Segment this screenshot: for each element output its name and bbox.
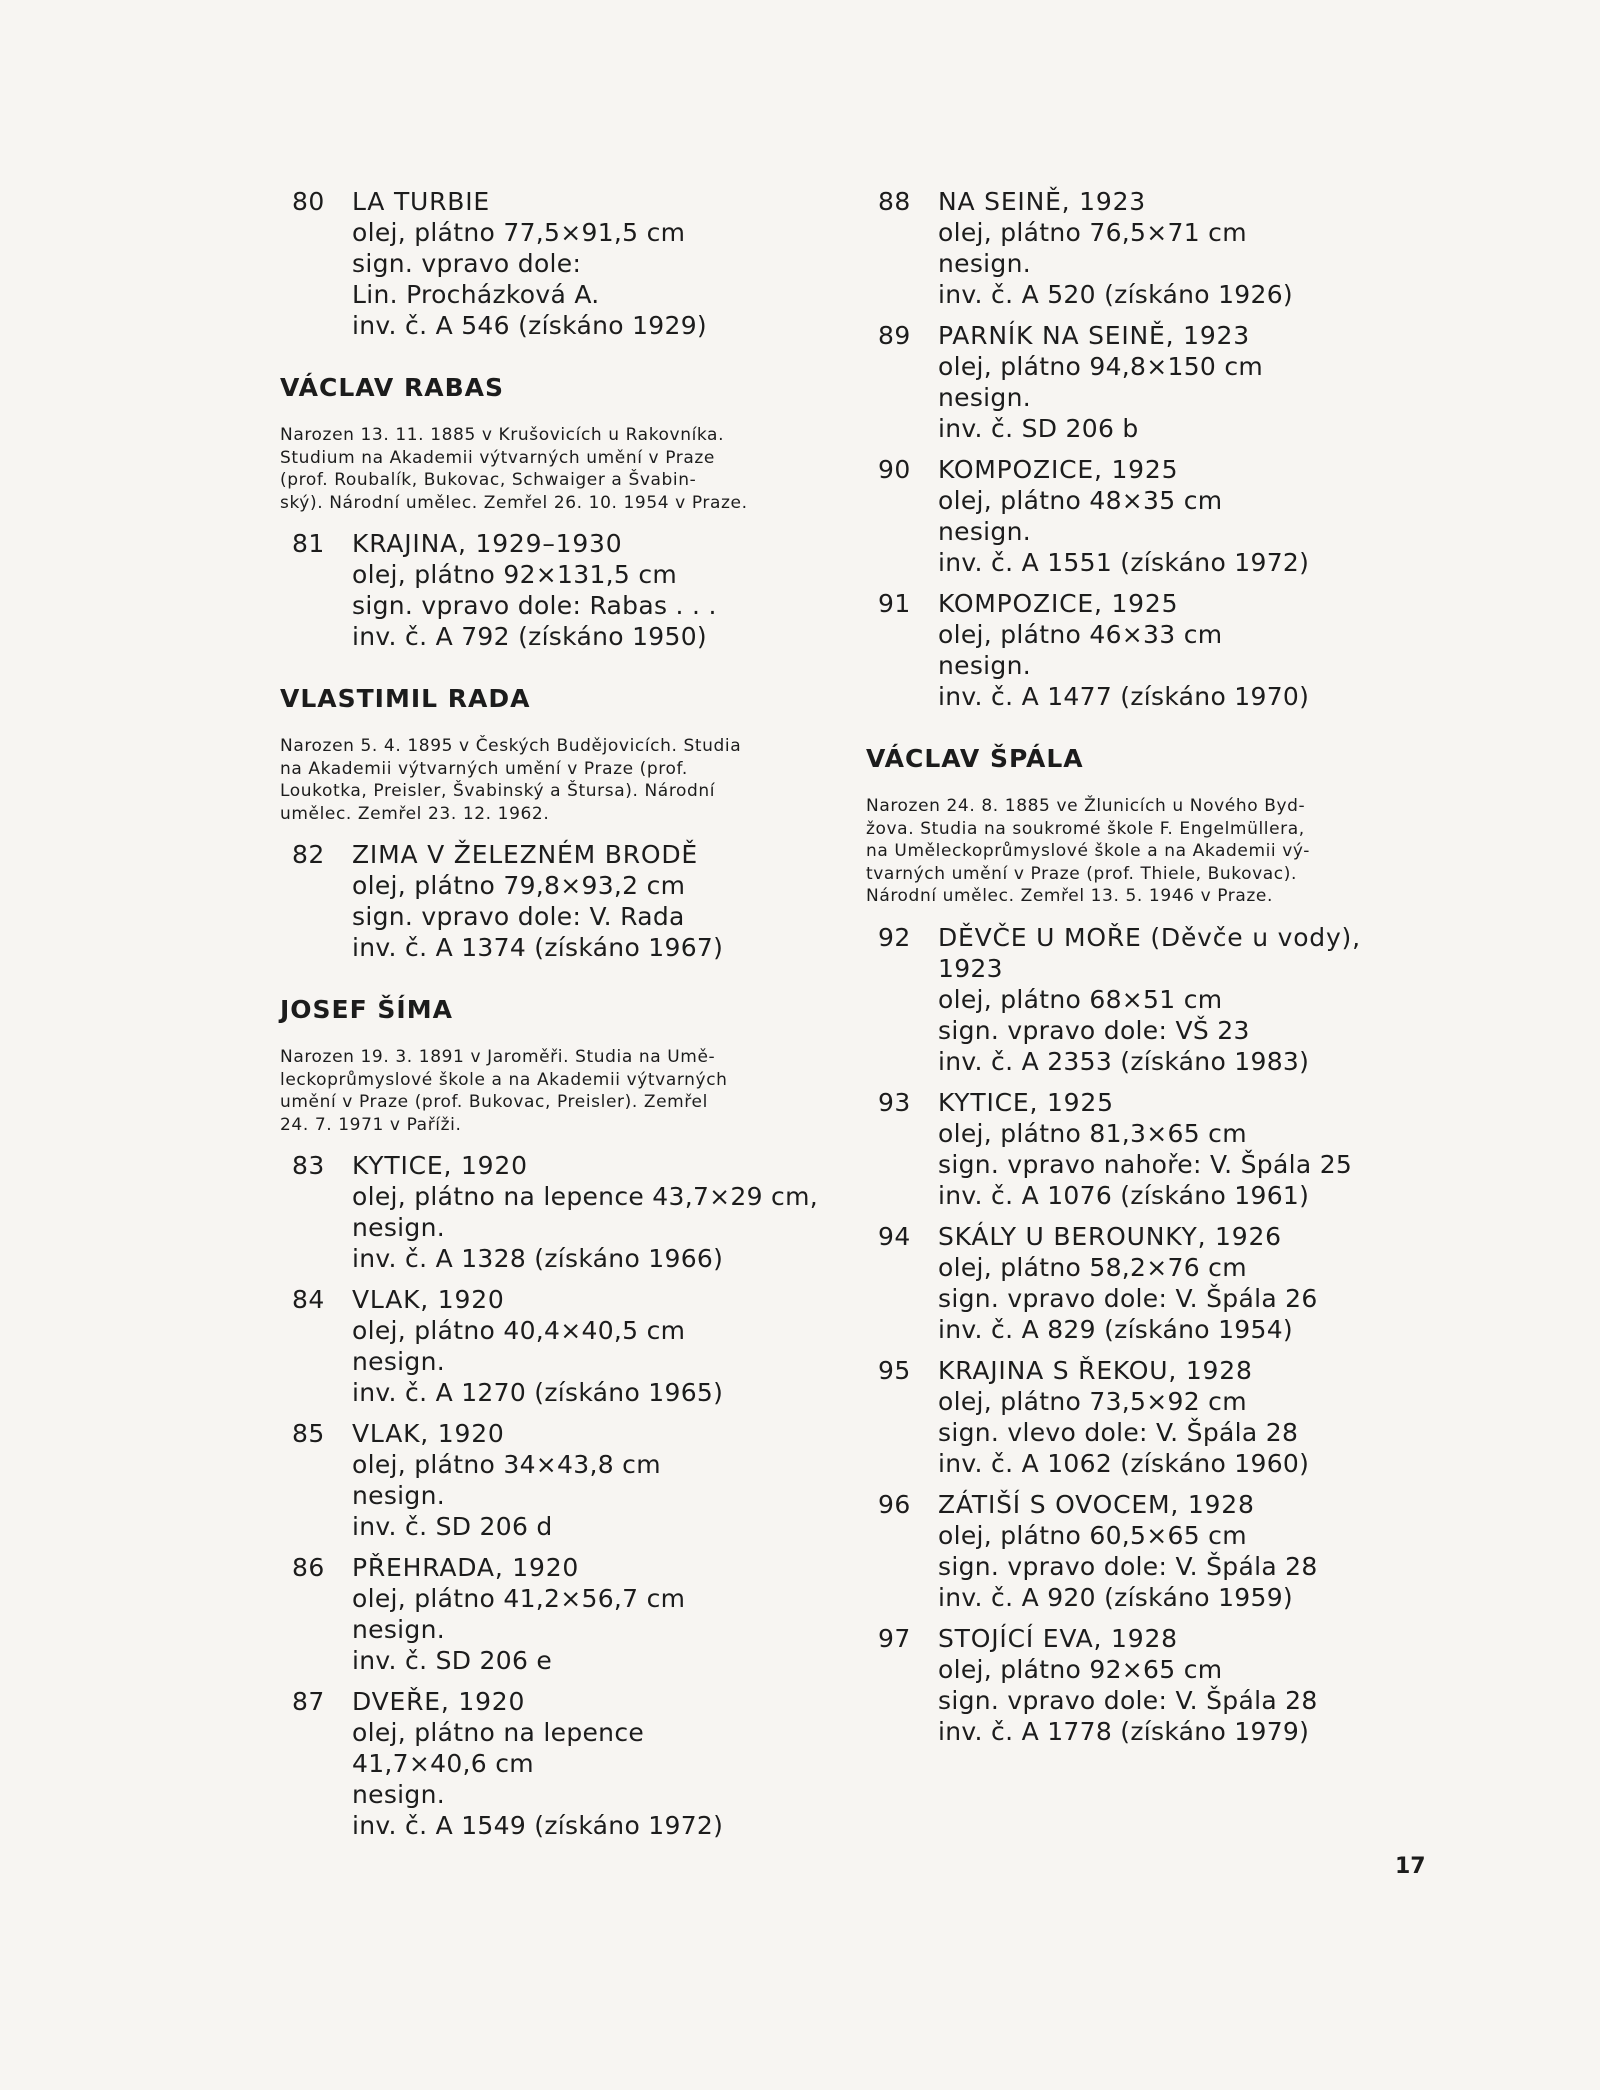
entry-number: 89 bbox=[878, 321, 911, 350]
entry-detail: olej, plátno 73,5×92 cm bbox=[938, 1386, 1247, 1416]
entry-title: SKÁLY U BEROUNKY, 1926 bbox=[938, 1221, 1282, 1251]
artist-heading: JOSEF ŠÍMA bbox=[280, 995, 453, 1024]
biography-line: Loukotka, Preisler, Švabinský a Štursa). Národní bbox=[280, 781, 716, 801]
left-column bbox=[280, 186, 865, 1851]
entry-detail: nesign. bbox=[352, 1213, 445, 1242]
entry-number: 96 bbox=[878, 1489, 911, 1519]
entry-number: 90 bbox=[878, 455, 911, 484]
entry-detail: sign. vpravo dole: V. Rada bbox=[352, 902, 685, 931]
catalog-entry-80 bbox=[280, 186, 865, 341]
entry-number: 92 bbox=[878, 922, 911, 952]
catalog-entry-90 bbox=[866, 454, 1366, 578]
entry-number: 86 bbox=[292, 1553, 325, 1582]
entry-title: VLAK, 1920 bbox=[352, 1419, 505, 1448]
entry-title: KOMPOZICE, 1925 bbox=[938, 589, 1179, 618]
entry-detail: sign. vpravo dole: bbox=[352, 249, 582, 278]
entry-number: 83 bbox=[292, 1151, 325, 1180]
entry-title: STOJÍCÍ EVA, 1928 bbox=[938, 1623, 1178, 1653]
entry-number: 82 bbox=[292, 840, 325, 869]
entry-detail: sign. vlevo dole: V. Špála 28 bbox=[938, 1417, 1299, 1447]
entry-detail: 1923 bbox=[938, 953, 1003, 983]
biography-line: Národní umělec. Zemřel 13. 5. 1946 v Praze. bbox=[866, 886, 1273, 906]
catalog-entry-88 bbox=[866, 186, 1366, 310]
biography-line: žova. Studia na soukromé škole F. Engelmüllera, bbox=[866, 818, 1305, 839]
entry-detail: inv. č. A 546 (získáno 1929) bbox=[352, 311, 707, 340]
entry-detail: olej, plátno 92×131,5 cm bbox=[352, 560, 678, 589]
entry-number: 97 bbox=[878, 1623, 911, 1653]
catalog-entry-92 bbox=[866, 922, 1366, 1077]
entry-detail: olej, plátno 79,8×93,2 cm bbox=[352, 871, 686, 900]
entry-number: 94 bbox=[878, 1221, 911, 1251]
entry-title: KYTICE, 1925 bbox=[938, 1087, 1114, 1117]
biography-line: na Akademii výtvarných umění v Praze (prof. bbox=[280, 758, 688, 779]
entry-detail: nesign. bbox=[938, 249, 1031, 278]
entry-detail: nesign. bbox=[352, 1780, 445, 1809]
entry-title: DVEŘE, 1920 bbox=[352, 1687, 526, 1716]
entry-detail: olej, plátno 76,5×71 cm bbox=[938, 218, 1247, 247]
entry-detail: sign. vpravo dole: V. Špála 26 bbox=[938, 1283, 1318, 1313]
entry-title: ZÁTIŠÍ S OVOCEM, 1928 bbox=[938, 1489, 1255, 1519]
artist-biography bbox=[280, 735, 865, 825]
entry-title: KRAJINA, 1929–1930 bbox=[352, 529, 623, 558]
entry-title: KYTICE, 1920 bbox=[352, 1151, 528, 1180]
entry-number: 91 bbox=[878, 589, 911, 618]
catalog-entry-82 bbox=[280, 839, 865, 963]
catalog-entry-96 bbox=[866, 1489, 1366, 1613]
entry-number: 87 bbox=[292, 1687, 325, 1716]
catalog-entry-94 bbox=[866, 1221, 1366, 1345]
entry-detail: inv. č. A 1374 (získáno 1967) bbox=[352, 933, 724, 962]
biography-line: Narozen 24. 8. 1885 ve Žlunicích u Nového Byd- bbox=[866, 796, 1306, 816]
right-column bbox=[866, 186, 1366, 1757]
entry-number: 93 bbox=[878, 1087, 911, 1117]
artist-biography bbox=[866, 795, 1366, 908]
entry-detail: inv. č. A 829 (získáno 1954) bbox=[938, 1314, 1293, 1344]
catalog-entry-81 bbox=[280, 528, 865, 652]
entry-detail: Lin. Procházková A. bbox=[352, 280, 600, 309]
entry-detail: olej, plátno 94,8×150 cm bbox=[938, 352, 1264, 381]
entry-number: 95 bbox=[878, 1355, 911, 1385]
biography-line: (prof. Roubalík, Bukovac, Schwaiger a Švabin- bbox=[280, 470, 697, 490]
catalog-entry-83 bbox=[280, 1150, 865, 1274]
catalog-entry-91 bbox=[866, 588, 1366, 712]
entry-detail: inv. č. A 2353 (získáno 1983) bbox=[938, 1046, 1310, 1076]
entry-title: NA SEINĚ, 1923 bbox=[938, 187, 1147, 216]
biography-line: Narozen 19. 3. 1891 v Jaroměři. Studia na Umě- bbox=[280, 1047, 716, 1067]
entry-detail: olej, plátno 58,2×76 cm bbox=[938, 1252, 1247, 1282]
entry-detail: nesign. bbox=[938, 383, 1031, 412]
entry-detail: inv. č. A 1778 (získáno 1979) bbox=[938, 1716, 1310, 1746]
entry-detail: sign. vpravo dole: Rabas . . . bbox=[352, 591, 717, 620]
entry-detail: olej, plátno 46×33 cm bbox=[938, 620, 1223, 649]
catalog-entry-86 bbox=[280, 1552, 865, 1676]
entry-detail: nesign. bbox=[938, 517, 1031, 546]
catalog-entry-93 bbox=[866, 1087, 1366, 1211]
entry-detail: inv. č. A 1549 (získáno 1972) bbox=[352, 1811, 724, 1840]
entry-detail: inv. č. SD 206 b bbox=[938, 414, 1139, 443]
catalog-entry-84 bbox=[280, 1284, 865, 1408]
page-number: 17 bbox=[1395, 1854, 1426, 1879]
entry-detail: olej, plátno 68×51 cm bbox=[938, 984, 1223, 1014]
entry-detail: nesign. bbox=[352, 1481, 445, 1510]
entry-detail: inv. č. A 1076 (získáno 1961) bbox=[938, 1180, 1310, 1210]
entry-detail: nesign. bbox=[352, 1347, 445, 1376]
entry-detail: sign. vpravo dole: V. Špála 28 bbox=[938, 1551, 1318, 1581]
entry-detail: inv. č. SD 206 e bbox=[352, 1646, 553, 1675]
entry-detail: olej, plátno 34×43,8 cm bbox=[352, 1450, 661, 1479]
biography-line: umění v Praze (prof. Bukovac, Preisler). Zemřel bbox=[280, 1092, 708, 1112]
entry-detail: nesign. bbox=[938, 651, 1031, 680]
entry-detail: inv. č. A 1062 (získáno 1960) bbox=[938, 1448, 1310, 1478]
entry-title: ZIMA V ŽELEZNÉM BRODĚ bbox=[352, 840, 698, 869]
entry-detail: inv. č. A 520 (získáno 1926) bbox=[938, 280, 1293, 309]
entry-detail: olej, plátno na lepence bbox=[352, 1718, 645, 1747]
entry-detail: nesign. bbox=[352, 1615, 445, 1644]
entry-detail: inv. č. A 920 (získáno 1959) bbox=[938, 1582, 1293, 1612]
artist-heading: VÁCLAV ŠPÁLA bbox=[866, 744, 1084, 773]
entry-detail: olej, plátno 48×35 cm bbox=[938, 486, 1223, 515]
biography-line: umělec. Zemřel 23. 12. 1962. bbox=[280, 803, 550, 824]
biography-line: 24. 7. 1971 v Paříži. bbox=[280, 1114, 462, 1135]
entry-detail: olej, plátno 40,4×40,5 cm bbox=[352, 1316, 686, 1345]
biography-line: Narozen 13. 11. 1885 v Krušovicích u Rakovníka. bbox=[280, 425, 725, 445]
entry-number: 80 bbox=[292, 187, 325, 216]
biography-line: na Uměleckoprůmyslové škole a na Akademii vý- bbox=[866, 841, 1311, 861]
artist-heading: VLASTIMIL RADA bbox=[280, 684, 531, 713]
entry-detail: inv. č. A 1551 (získáno 1972) bbox=[938, 548, 1310, 577]
entry-detail: inv. č. A 792 (získáno 1950) bbox=[352, 622, 707, 651]
entry-detail: olej, plátno na lepence 43,7×29 cm, bbox=[352, 1182, 819, 1211]
biography-line: tvarných umění v Praze (prof. Thiele, Bukovac). bbox=[866, 863, 1297, 884]
entry-detail: inv. č. SD 206 d bbox=[352, 1512, 553, 1541]
entry-detail: olej, plátno 41,2×56,7 cm bbox=[352, 1584, 686, 1613]
entry-detail: sign. vpravo dole: VŠ 23 bbox=[938, 1015, 1250, 1045]
entry-detail: sign. vpravo dole: V. Špála 28 bbox=[938, 1685, 1318, 1715]
entry-number: 88 bbox=[878, 187, 911, 216]
artist-biography bbox=[280, 424, 865, 514]
entry-title: VLAK, 1920 bbox=[352, 1285, 505, 1314]
entry-detail: sign. vpravo nahoře: V. Špála 25 bbox=[938, 1149, 1353, 1179]
artist-biography bbox=[280, 1046, 865, 1136]
entry-number: 85 bbox=[292, 1419, 325, 1448]
entry-detail: olej, plátno 77,5×91,5 cm bbox=[352, 218, 686, 247]
entry-title: DĚVČE U MOŘE (Děvče u vody), bbox=[938, 922, 1361, 952]
entry-detail: inv. č. A 1270 (získáno 1965) bbox=[352, 1378, 724, 1407]
biography-line: leckoprůmyslové škole a na Akademii výtvarných bbox=[280, 1069, 728, 1090]
catalog-entry-85 bbox=[280, 1418, 865, 1542]
entry-detail: inv. č. A 1477 (získáno 1970) bbox=[938, 682, 1310, 711]
entry-detail: olej, plátno 60,5×65 cm bbox=[938, 1520, 1247, 1550]
artist-heading: VÁCLAV RABAS bbox=[280, 373, 504, 402]
entry-number: 81 bbox=[292, 529, 325, 558]
biography-line: Narozen 5. 4. 1895 v Českých Budějovicích. Studia bbox=[280, 736, 742, 756]
entry-detail: olej, plátno 81,3×65 cm bbox=[938, 1118, 1247, 1148]
entry-detail: olej, plátno 92×65 cm bbox=[938, 1654, 1223, 1684]
catalog-entry-95 bbox=[866, 1355, 1366, 1479]
catalog-entry-87 bbox=[280, 1686, 865, 1841]
catalog-entry-97 bbox=[866, 1623, 1366, 1747]
entry-detail: 41,7×40,6 cm bbox=[352, 1749, 534, 1778]
entry-detail: inv. č. A 1328 (získáno 1966) bbox=[352, 1244, 724, 1273]
entry-title: PŘEHRADA, 1920 bbox=[352, 1553, 580, 1582]
catalog-entry-89 bbox=[866, 320, 1366, 444]
entry-title: PARNÍK NA SEINĚ, 1923 bbox=[938, 321, 1250, 350]
entry-number: 84 bbox=[292, 1285, 325, 1314]
entry-title: LA TURBIE bbox=[352, 187, 491, 216]
biography-line: Studium na Akademii výtvarných umění v Praze bbox=[280, 447, 715, 468]
entry-title: KRAJINA S ŘEKOU, 1928 bbox=[938, 1355, 1253, 1385]
biography-line: ský). Národní umělec. Zemřel 26. 10. 1954 v Praze. bbox=[280, 492, 748, 513]
entry-title: KOMPOZICE, 1925 bbox=[938, 455, 1179, 484]
